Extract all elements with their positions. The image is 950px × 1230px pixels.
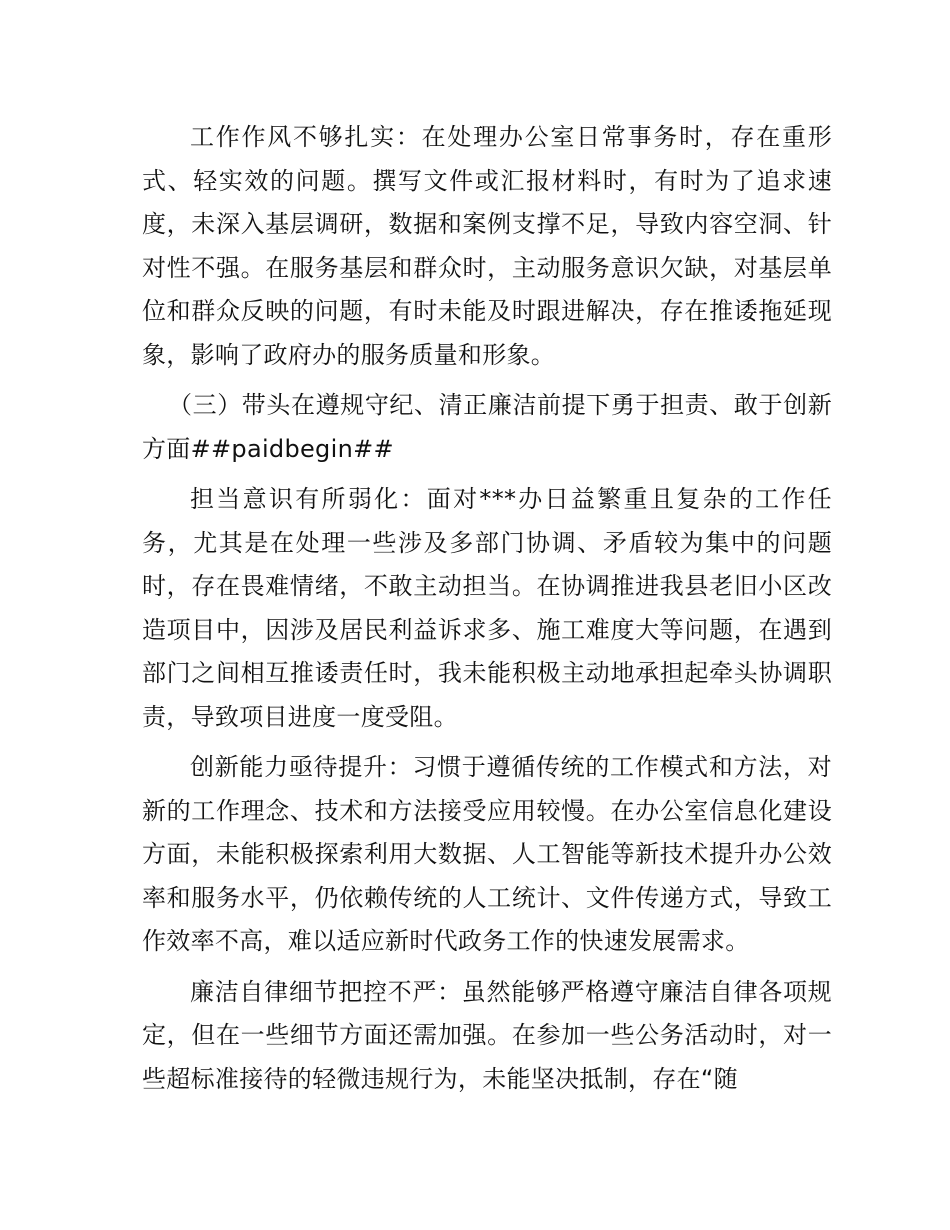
paragraph-work-style: 工作作风不够扎实：在处理办公室日常事务时，存在重形式、轻实效的问题。撰写文件或汇报材料时，有时为了追求速度，未深入基层调研，数据和案例支撑不足，导致内容空洞、针对性不强。在服务基层和群众时，主动服务意识欠缺，对基层单位和群众反映的问题，有时未能及时跟进解决，存在推诿拖延现象，影响了政府办的服务质量和形象。	[142, 123, 832, 369]
paragraph-innovation: 创新能力亟待提升：习惯于遵循传统的工作模式和方法，对新的工作理念、技术和方法接受应用较慢。在办公室信息化建设方面，未能积极探索利用大数据、人工智能等新技术提升办公效率和服务水平，仍依赖传统的人工统计、文件传递方式，导致工作效率不高，难以适应新时代政务工作的快速发展需求。	[142, 753, 832, 955]
section-heading-3: （三）带头在遵规守纪、清正廉洁前提下勇于担责、敢于创新方面##paidbegin##	[142, 391, 832, 463]
paragraph-integrity: 廉洁自律细节把控不严：虽然能够严格遵守廉洁自律各项规定，但在一些细节方面还需加强。在参加一些公务活动时，对一些超标准接待的轻微违规行为，未能坚决抵制，存在“随	[142, 977, 832, 1093]
document-page	[142, 116, 832, 1108]
paragraph-responsibility: 担当意识有所弱化：面对***办日益繁重且复杂的工作任务，尤其是在处理一些涉及多部门协调、矛盾较为集中的问题时，存在畏难情绪，不敢主动担当。在协调推进我县老旧小区改造项目中，因涉及居民利益诉求多、施工难度大等问题，在遇到部门之间相互推诿责任时，我未能积极主动地承担起牵头协调职责，导致项目进度一度受阻。	[142, 485, 832, 731]
